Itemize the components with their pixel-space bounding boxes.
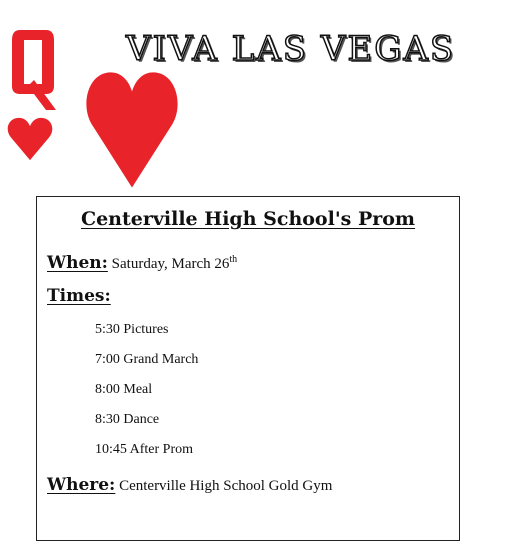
list-item: 5:30 Pictures <box>95 322 169 337</box>
queen-letter-graphic <box>6 24 60 114</box>
where-label: Where: <box>47 475 116 495</box>
when-date-suffix: th <box>229 254 238 265</box>
times-label: Times: <box>47 286 111 306</box>
where-value: Centerville High School Gold Gym <box>119 478 333 494</box>
prom-heading <box>37 208 459 230</box>
when-line <box>47 253 237 273</box>
list-item: 8:30 Dance <box>95 412 160 427</box>
queen-letter <box>6 24 60 114</box>
list-item: 10:45 After Prom <box>95 442 193 457</box>
when-date: Saturday, March 26 <box>111 256 230 272</box>
page-title: VIVA LAS VEGAS <box>126 29 456 69</box>
times-list <box>95 321 198 471</box>
when-value <box>112 256 238 272</box>
heart-icon <box>84 68 180 190</box>
list-item: 7:00 Grand March <box>95 352 199 367</box>
when-label: When: <box>47 253 108 273</box>
where-line <box>47 475 332 495</box>
prom-info-box <box>36 196 460 541</box>
prom-heading-text: Centerville High School's Prom <box>80 208 416 230</box>
heart-icon <box>7 114 53 164</box>
list-item: 8:00 Meal <box>95 382 153 397</box>
